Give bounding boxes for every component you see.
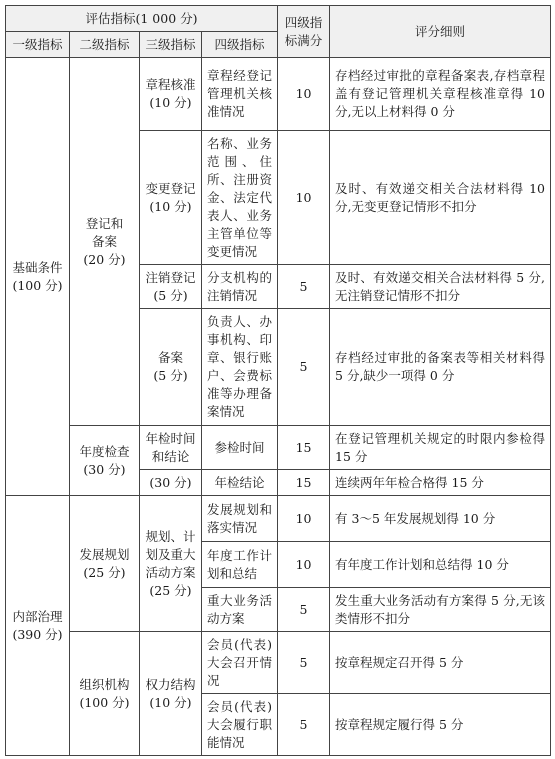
table-header-row (6, 6, 551, 32)
header-level1: 一级指标 (6, 32, 70, 58)
scoring-detail: 及时、有效递交相关合法材料得 5 分,无注销登记情形不扣分 (330, 265, 551, 309)
table-row (6, 496, 551, 542)
scoring-detail: 及时、有效递交相关合法材料得 10 分,无变更登记情形不扣分 (330, 131, 551, 265)
max-score: 5 (278, 309, 330, 426)
level3-cancel-registration: 注销登记 (5 分) (140, 265, 202, 309)
header-level2: 二级指标 (70, 32, 140, 58)
level4-annual-time: 参检时间 (202, 426, 278, 470)
max-score: 10 (278, 58, 330, 131)
max-score: 5 (278, 694, 330, 756)
max-score: 5 (278, 265, 330, 309)
scoring-detail: 按章程规定履行得 5 分 (330, 694, 551, 756)
max-score: 5 (278, 632, 330, 694)
scoring-detail: 连续两年年检合格得 15 分 (330, 470, 551, 496)
level3-power-structure: 权力结构 (10 分) (140, 632, 202, 756)
level3-change-registration: 变更登记 (10 分) (140, 131, 202, 265)
level4-development-plan: 发展规划和落实情况 (202, 496, 278, 542)
header-max-score: 四级指标满分 (278, 6, 330, 58)
max-score: 10 (278, 542, 330, 588)
level3-charter: 章程核准 (10 分) (140, 58, 202, 131)
level2-organization: 组织机构 (100 分) (70, 632, 140, 756)
level4-assembly-held: 会员(代表)大会召开情况 (202, 632, 278, 694)
level1-basic-conditions: 基础条件 (100 分) (6, 58, 70, 496)
level4-change-registration: 名称、业务范围、住所、注册资金、法定代表人、业务主管单位等变更情况 (202, 131, 278, 265)
level3-filing: 备案 (5 分) (140, 309, 202, 426)
level4-annual-plan: 年度工作计划和总结 (202, 542, 278, 588)
level1-internal-governance: 内部治理 (390 分) (6, 496, 70, 756)
level2-development-plan: 发展规划 (25 分) (70, 496, 140, 632)
scoring-detail: 存档经过审批的章程备案表,存档章程盖有登记管理机关章程核准章得 10 分,无以上材料得 0 分 (330, 58, 551, 131)
scoring-detail: 有 3～5 年发展规划得 10 分 (330, 496, 551, 542)
level4-filing: 负责人、办事机构、印章、银行账户、会费标准等办理备案情况 (202, 309, 278, 426)
scoring-detail: 有年度工作计划和总结得 10 分 (330, 542, 551, 588)
table-row (6, 426, 551, 470)
table-row (6, 632, 551, 694)
level2-annual-inspection: 年度检查 (30 分) (70, 426, 140, 496)
max-score: 15 (278, 470, 330, 496)
max-score: 5 (278, 588, 330, 632)
table-row (6, 58, 551, 131)
scoring-detail: 按章程规定召开得 5 分 (330, 632, 551, 694)
evaluation-table (5, 5, 551, 756)
level3-annual-time: 年检时间 和结论 (140, 426, 202, 470)
scoring-detail: 发生重大业务活动有方案得 5 分,无该类情形不扣分 (330, 588, 551, 632)
level3-annual-result: (30 分) (140, 470, 202, 496)
scoring-detail: 在登记管理机关规定的时限内参检得 15 分 (330, 426, 551, 470)
level4-major-activities: 重大业务活动方案 (202, 588, 278, 632)
header-level3: 三级指标 (140, 32, 202, 58)
scoring-detail: 存档经过审批的备案表等相关材料得 5 分,缺少一项得 0 分 (330, 309, 551, 426)
level4-assembly-functions: 会员(代表)大会履行职能情况 (202, 694, 278, 756)
level4-cancel-registration: 分支机构的注销情况 (202, 265, 278, 309)
level3-plans-activities: 规划、计划及重大活动方案 (25 分) (140, 496, 202, 632)
header-level4: 四级指标 (202, 32, 278, 58)
max-score: 10 (278, 496, 330, 542)
max-score: 10 (278, 131, 330, 265)
header-scoring-detail: 评分细则 (330, 6, 551, 58)
level2-registration: 登记和 备案 (20 分) (70, 58, 140, 426)
level4-charter: 章程经登记管理机关核准情况 (202, 58, 278, 131)
level4-annual-result: 年检结论 (202, 470, 278, 496)
max-score: 15 (278, 426, 330, 470)
header-indicator-group: 评估指标(1 000 分) (6, 6, 278, 32)
